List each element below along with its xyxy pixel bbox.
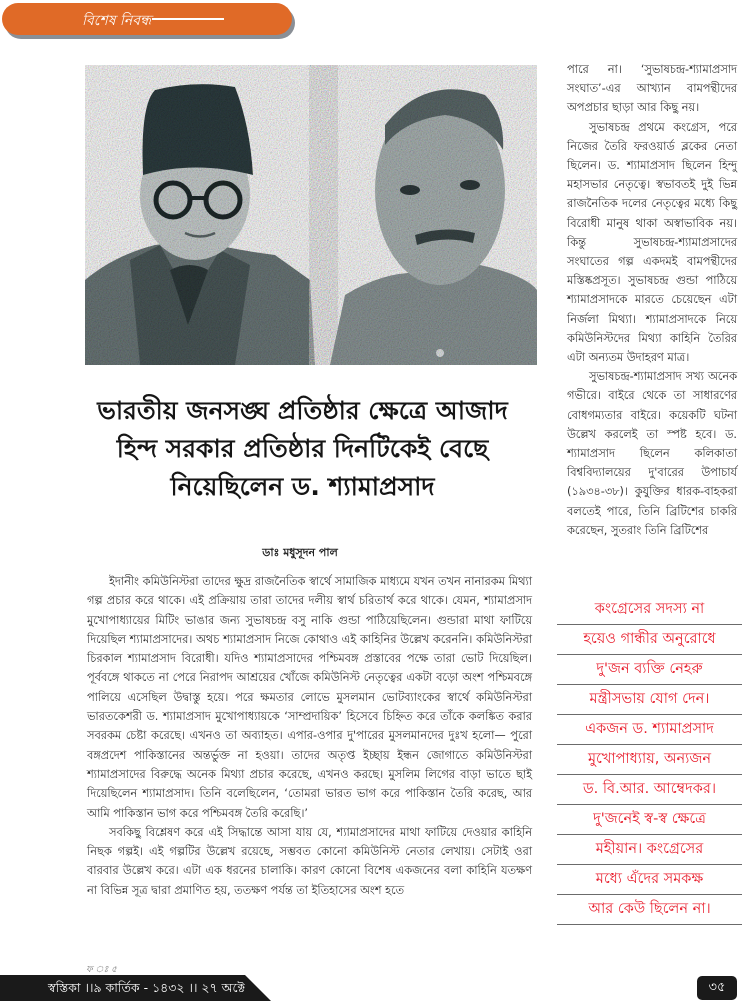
body-paragraph: সবকিছু বিশ্লেষণ করে এই সিদ্ধান্তে আসা যায় যে, শ্যামাপ্রসাদের মাথা ফাটিয়ে দেওয়ার কাহিনি নিছক গল্পই। এই গল্পটির উল্লেখ রয়েছে, সম্ভবত কোনো কমিউনিস্ট নেতার লেখায়। সেটাই ওরা বারবার উল্লেখ করে। এটা এক ধরনের চালাকি। কারণ কোনো বিশেষ একজনের বলা কাহিনি যতক্ষণ না বিভিন্ন সূত্র দ্বারা প্রমাণিত হয়, ততক্ষণ পর্যন্ত তা ইতিহাসের অংশ হতে (87, 825, 532, 897)
right-portrait (330, 89, 537, 365)
portrait-photo (85, 65, 537, 365)
pull-quote-line: কংগ্রেসের সদস্য না (557, 595, 742, 625)
main-article-body (87, 572, 532, 900)
footer-issue-band (0, 975, 308, 1001)
pull-quote-line: মুখোপাধ্যায়, অন্যজন (557, 745, 742, 775)
left-portrait (85, 84, 315, 365)
section-label: বিশেষ নিবন্ধ (82, 13, 152, 29)
portrait-illustration-icon (85, 65, 537, 365)
pull-quote (557, 595, 742, 925)
pull-quote-line: ড. বি.আর. আম্বেদকর। (557, 775, 742, 805)
author-byline: ডাঃ মধুসূদন পাল (262, 546, 338, 559)
right-column-body (567, 60, 737, 540)
pull-quote-line: হয়েও গান্ধীর অনুরোধে (557, 625, 742, 655)
issue-info: স্বস্তিকা ।।৯ কার্তিক - ১৪৩২ ।। ২৭ অক্টোবর - ২০২৫ (48, 980, 308, 995)
pull-quote-line: মহীয়ান। কংগ্রেসের (557, 835, 742, 865)
body-paragraph: ইদানীং কমিউনিস্টরা তাদের ক্ষুদ্র রাজনৈতিক স্বার্থে সামাজিক মাধ্যমে যখন তখন নানারকম মিথ্যা গল্প প্রচার করে থাকে। এই প্রক্রিয়ায় তারা তাদের দলীয় স্বার্থ চরিতার্থ করে থাকে। যেমন, শ্যামাপ্রসাদ মুখোপাধ্যায়ের মিটিং ভাঙার জন্য সুভাষচন্দ্র বসু নাকি গুন্ডা পাঠিয়েছিলেন। গুন্ডারা মাথা ফাটিয়ে দিয়েছিল শ্যামাপ্রসাদের। অথচ শ্যামাপ্রসাদ নিজে কোথাও এই কাহিনির উল্লেখ করেননি। কমিউনিস্টরা চিরকাল শ্যামাপ্রসাদ বিরোধী। যদিও শ্যামাপ্রসাদের পশ্চিমবঙ্গ প্রস্তাবের পক্ষে তারা ভোট দিয়েছিল। পূর্ববঙ্গে থাকতে না পেরে নিরাপদ আশ্রয়ের খোঁজে কমিউনিস্ট নেতৃত্বের একটা বড়ো অংশ পশ্চিমবঙ্গে পালিয়ে এসেছিল উদ্বাস্তু হয়ে। পরে ক্ষমতার লোভে মুসলমান ভোটব্যাংকের স্বার্থে কমিউনিস্টরা ভারতকেশরী ড. শ্যামাপ্রসাদ মুখোপাধ্যায়কে ‘সাম্প্রদায়িক’ হিসেবে চিহ্নিত করে তাঁকে কলঙ্কিত করার সবরকম চেষ্টা করেছে। এখনও তা অব্যাহত। এপার-ওপার দু'পারের মুসলমানদের দুঃখ হলো— পুরো বঙ্গপ্রদেশ পাকিস্তানের অন্তর্ভুক্ত না হওয়া। তাদের অতৃপ্ত ইচ্ছায় ইন্ধন জোগাতে কমিউনিস্টরা শ্যামাপ্রসাদের বিরুদ্ধে অনেক মিথ্যা প্রচার করেছে, এখনও করছে। মুসলিম লিগের বাড়া ভাতে ছাই দিয়েছিলেন শ্যামাপ্রসাদ। তিনি বলেছিলেন, ‘তোমরা ভারত ভাগ করে পাকিস্তান তৈরি করেছ, আর আমি পাকিস্তান ভাগ করে পশ্চিমবঙ্গ তৈরি করেছি।’ (87, 575, 532, 820)
pull-quote-line: আর কেউ ছিলেন না। (557, 895, 742, 925)
pull-quote-line: একজন ড. শ্যামাপ্রসাদ (557, 715, 742, 745)
page-number: ৩৫ (697, 976, 737, 1000)
pull-quote-line: মধ্যে এঁদের সমকক্ষ (557, 865, 742, 895)
pull-quote-line: দু'জন ব্যক্তি নেহরু (557, 655, 742, 685)
pull-quote-line: দু'জনেই স্ব-স্ব ক্ষেত্রে (557, 805, 742, 835)
section-rule (152, 18, 224, 20)
pull-quote-line: মন্ত্রীসভায় যোগ দেন। (557, 685, 742, 715)
body-paragraph: পারে না। ‘সুভাষচন্দ্র-শ্যামাপ্রসাদ সংঘাত’-এর আখ্যান বামপন্থীদের অপপ্রচার ছাড়া আর কিছু নয়। (567, 63, 737, 115)
article-headline: ভারতীয় জনসঙ্ঘ প্রতিষ্ঠার ক্ষেত্রে আজাদ হিন্দ সরকার প্রতিষ্ঠার দিনটিকেই বেছে নিয়েছিলেন ড. শ্যামাপ্রসাদ (97, 396, 508, 501)
body-paragraph: সুভাষচন্দ্র প্রথমে কংগ্রেস, পরে নিজের তৈরি ফরওয়ার্ড ব্লকের নেতা ছিলেন। ড. শ্যামাপ্রসাদ ছিলেন হিন্দু মহাসভার নেতৃত্বে। স্বভাবতই দুই ভিন্ন রাজনৈতিক দলের নেতৃত্বের মধ্যে কিছু বিরোধী মানুষ থাকা অস্বাভাবিক নয়। কিন্তু সুভাষচন্দ্র-শ্যামাপ্রসাদের সংঘাতের গল্প একদমই বামপন্থীদের মস্তিষ্কপ্রসূত। সুভাষচন্দ্র গুন্ডা পাঠিয়ে শ্যামাপ্রসাদকে মারতে চেয়েছেন এটা নির্জলা মিথ্যা। শ্যামাপ্রসাদকে নিয়ে কমিউনিস্টদের মিথ্যা কাহিনি তৈরির এটা অন্যতম উদাহরণ মাত্র। (567, 120, 737, 365)
section-tag (2, 3, 292, 35)
body-paragraph: সুভাষচন্দ্র-শ্যামাপ্রসাদ সখ্য অনেক গভীরে। বাইরে থেকে তা সাধারণের বোধগম্যতার বাইরে। কয়েকটি ঘটনা উল্লেখ করলেই তা স্পষ্ট হবে। ড. শ্যামাপ্রসাদ ছিলেন কলিকাতা বিশ্ববিদ্যালয়ের দু'বারের উপাচার্য (১৯৩৪-৩৮)। কুযুক্তির ধারক-বাহকরা বলতেই পারে, তিনি ব্রিটিশের চাকরি করেছেন, সুতরাং তিনি ব্রিটিশের (567, 370, 737, 537)
footer-code: ফ ঃ ৫ (86, 965, 117, 975)
